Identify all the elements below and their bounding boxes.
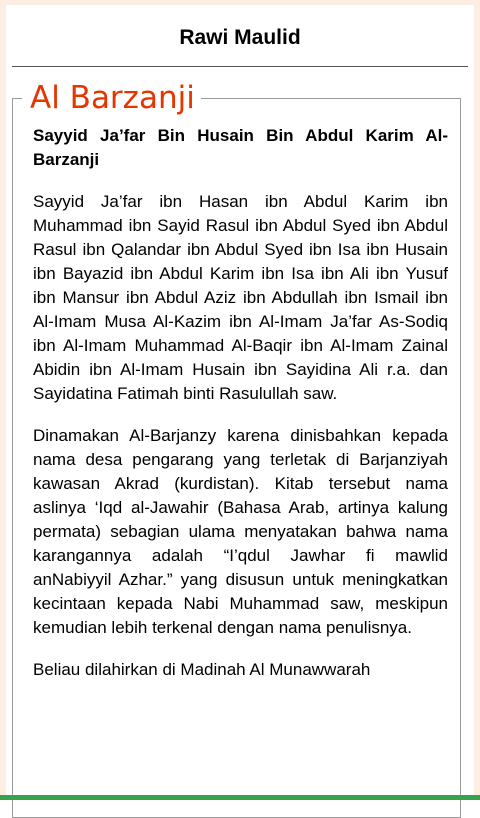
app-header [6,5,474,67]
bottom-bar [0,795,480,800]
paragraph-3: Beliau dilahirkan di Madinah Al Munawwarah [33,660,371,679]
section-legend: Al Barzanji [22,78,201,118]
paragraph-1: Sayyid Ja’far ibn Hasan ibn Abdul Karim ibn Muhammad ibn Sayid Rasul ibn Abdul Syed ibn Abdul Rasul ibn Qalandar ibn Abdul Syed ibn Isa ibn Husain ibn Bayazid ibn Abdul Karim ibn Isa ibn Ali ibn Yusuf ibn Mansur ibn Abdul Aziz ibn Abdullah ibn Ismail ibn Al-Imam Musa Al-Kazim ibn Al-Imam Ja’far As-Sodiq ibn Al-Imam Muhammad Al-Baqir ibn Al-Imam Zainal Abidin ibn Al-Imam Husain ibn Sayidina Ali r.a. dan Sayidatina Fatimah binti Rasulullah saw. [33,192,448,403]
article-content[interactable] [33,124,448,700]
article-subtitle: Sayyid Ja’far Bin Husain Bin Abdul Karim Al-Barzanji [33,126,448,169]
page-title: Rawi Maulid [179,26,301,49]
paragraph-2: Dinamakan Al-Barjanzy karena dinisbahkan kepada nama desa pengarang yang terletak di Barjanziyah kawasan Akrad (kurdistan). Kitab tersebut nama aslinya ‘Iqd al-Jawahir (Bahasa Arab, artinya kalung permata) sebagian ulama menyatakan bahwa nama karangannya adalah “I’qdul Jawhar fi mawlid anNabiyyil Azhar.” yang disusun untuk meningkatkan kecintaan kepada Nabi Muhammad saw, meskipun kemudian lebih terkenal dengan nama penulisnya. [33,426,448,637]
header-divider [12,66,468,67]
